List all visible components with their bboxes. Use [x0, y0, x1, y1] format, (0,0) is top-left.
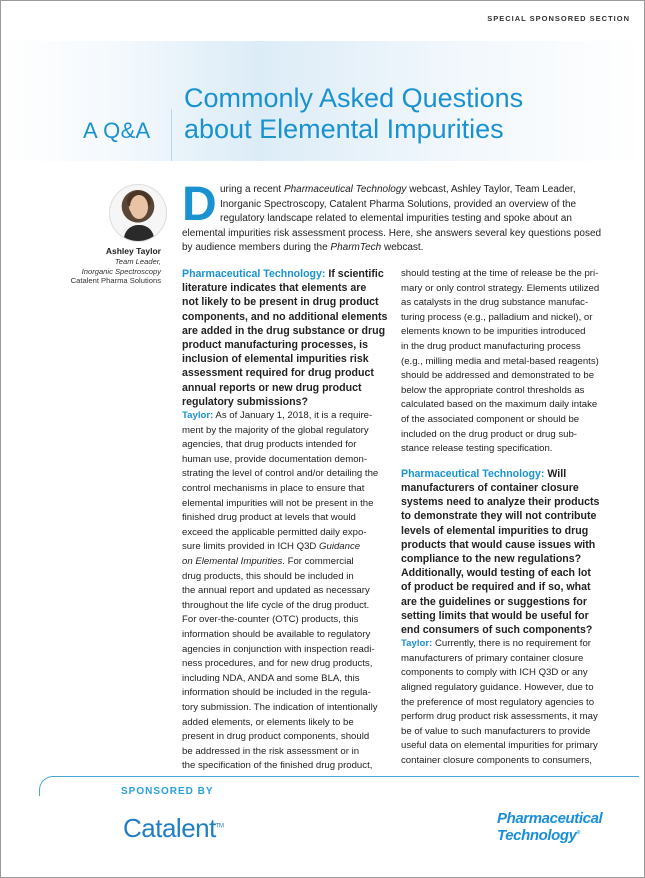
answer-2	[401, 637, 613, 768]
answer-line: be of value to such manufacturers to provide	[401, 725, 591, 737]
question-line: regulatory submissions?	[182, 395, 308, 408]
drop-cap: D	[182, 178, 217, 231]
section-label: SPECIAL SPONSORED SECTION	[487, 14, 630, 23]
page-title	[184, 83, 624, 145]
question-1	[182, 267, 394, 409]
answer-line: elements known to be impurities introduced	[401, 326, 586, 338]
answer-line: in the drug product manufacturing process	[401, 340, 581, 352]
intro-paragraph	[182, 178, 610, 256]
answer-line: tory submission. The indication of intentionally	[182, 701, 378, 713]
question-line: to demonstrate they will not contribute	[401, 510, 597, 523]
pharmtech-logo-line: Pharmaceutical	[497, 810, 603, 827]
profile-company: Catalent Pharma Solutions	[70, 276, 161, 285]
question-line: are added in the drug substance or drug	[182, 324, 386, 337]
answer-line: finished drug product at levels that would	[182, 512, 356, 524]
question-2	[401, 467, 613, 637]
column-right	[401, 267, 613, 769]
intro-line: by audience members during the PharmTech webcast.	[182, 242, 424, 254]
question-line: Additionally, would testing of each lot	[401, 567, 591, 580]
intro-line: Inorganic Spectroscopy, Catalent Pharma Solutions, provided an overview of the	[220, 198, 577, 210]
question-line: Pharmaceutical Technology: Will	[401, 467, 567, 480]
answer-line: of the associated component or should be	[401, 413, 580, 425]
answer-lead: Taylor:	[182, 410, 214, 422]
answer-line: elemental impurities will not be present in the	[182, 497, 374, 509]
pharmtech-logo	[497, 812, 602, 843]
answer-1-continued	[401, 267, 613, 457]
answer-1	[182, 409, 394, 774]
pharmtech-logo-line	[497, 826, 602, 843]
answer-line: turing process (e.g., palladium and nickel), or	[401, 311, 593, 323]
question-line: inclusion of elemental impurities risk	[182, 353, 369, 366]
profile-name: Ashley Taylor	[105, 246, 161, 256]
question-line: compliance to the new regulations?	[401, 552, 582, 565]
question-line: systems need to analyze their products	[401, 496, 600, 509]
answer-line: container closure components to consumers,	[401, 754, 592, 766]
answer-line: Taylor: As of January 1, 2018, it is a require-	[182, 410, 373, 422]
answer-line: added elements, or elements likely to be	[182, 716, 354, 728]
profile-role-line: Team Leader,	[114, 257, 161, 266]
question-line: levels of elemental impurities to drug	[401, 524, 589, 537]
answer-line: ness procedures, and for new drug products,	[182, 658, 373, 670]
question-line: end consumers of such components?	[401, 623, 593, 636]
answer-lead: Taylor:	[401, 638, 433, 650]
answer-line: strating the level of control and/or detailing the	[182, 468, 379, 480]
answer-line: the annual report and updated as necessary	[182, 585, 370, 597]
catalent-logo	[123, 813, 224, 844]
question-line: literature indicates that elements are	[182, 282, 367, 295]
answer-line: should be addressed and demonstrated to be	[401, 370, 595, 382]
pharmtech-reg: ®	[576, 830, 580, 836]
answer-line: the preference of most regulatory agencies to	[401, 696, 595, 708]
answer-line: on Elemental Impurities. For commercial	[182, 555, 354, 567]
question-line: not likely to be present in drug product	[182, 296, 379, 309]
profile-role-line: Inorganic Spectroscopy	[81, 266, 161, 276]
answer-line: included on the drug product or drug sub-	[401, 428, 577, 440]
answer-line: control mechanisms in place to ensure that	[182, 483, 365, 494]
question-line: Pharmaceutical Technology: If scientific	[182, 268, 384, 280]
answer-line: manufacturers of primary container closure	[401, 652, 584, 664]
question-line: products that would cause issues with	[401, 538, 596, 551]
answer-line: Taylor: Currently, there is no requirement for	[401, 638, 591, 650]
answer-line: components to comply with ICH Q3D or any	[401, 667, 588, 679]
question-line: setting limits that would be useful for	[401, 609, 589, 622]
question-line: annual reports or new drug product	[182, 381, 362, 394]
answer-line: human use, provide documentation demon-	[182, 453, 368, 465]
header-divider	[171, 109, 172, 161]
answer-line: throughout the life cycle of the drug product.	[182, 599, 370, 611]
answer-line: should testing at the time of release be the pri-	[401, 268, 599, 279]
answer-line: mary or only control strategy. Elements utilized	[401, 282, 600, 294]
avatar-face	[130, 195, 148, 219]
answer-line: information should be available to regulatory	[182, 628, 371, 640]
answer-line: sure limits provided in ICH Q3D Guidance	[182, 541, 361, 553]
question-2-text	[401, 467, 613, 637]
question-line: components, and no additional elements	[182, 310, 388, 323]
answer-line: including NDA, ANDA and some BLA, this	[182, 672, 360, 684]
question-1-text	[182, 267, 394, 409]
header-qa-label: A Q&A	[83, 118, 151, 143]
avatar-shoulders	[124, 225, 154, 242]
title-line: Commonly Asked Questions	[184, 83, 524, 113]
answer-line: stance release testing specification.	[401, 443, 553, 455]
answer-line: aligned regulatory guidance. However, due to	[401, 681, 594, 693]
question-line: of product be required and if so, what	[401, 581, 591, 594]
catalent-logo-text: Catalent	[123, 813, 216, 843]
answer-line: present in drug product components, should	[182, 731, 370, 743]
answer-line: (e.g., milling media and metal-based reagents)	[401, 355, 599, 367]
answer-line: information should be included in the regula-	[182, 687, 371, 699]
intro-line: regulatory landscape related to elemental impurities testing and spoke about an	[220, 213, 572, 225]
avatar	[109, 184, 167, 242]
question-lead: Pharmaceutical Technology:	[182, 268, 326, 280]
intro-line: uring a recent Pharmaceutical Technology webcast, Ashley Taylor, Team Leader,	[220, 184, 576, 195]
question-line: are the guidelines or suggestions for	[401, 595, 588, 608]
question-line: product manufacturing processes, is	[182, 339, 369, 352]
question-line: manufacturers of container closure	[401, 481, 579, 494]
answer-line: be addressed in the risk assessment or in	[182, 745, 360, 757]
answer-line: perform drug product risk assessments, it may	[401, 711, 598, 723]
answer-line: drug products, this should be included in	[182, 570, 354, 582]
answer-line: agencies, that drug products intended for	[182, 439, 357, 451]
answer-line: ment by the majority of the global regulatory	[182, 424, 369, 436]
question-line: assessment required for drug product	[182, 367, 374, 380]
answer-line: as catalysts in the drug substance manufac-	[401, 297, 589, 309]
answer-line: exceed the applicable permitted daily expo-	[182, 526, 367, 538]
answer-line: below the appropriate control thresholds as	[401, 384, 585, 396]
answer-line: useful data on elemental impurities for primary	[401, 740, 598, 752]
pharmtech-logo-text: Technology	[497, 827, 577, 844]
sponsored-by-label: SPONSORED BY	[121, 786, 214, 797]
title-line: about Elemental Impurities	[184, 114, 504, 144]
profile-role	[41, 257, 161, 276]
answer-line: calculated based on the maximum daily intake	[401, 399, 598, 411]
answer-line: For over-the-counter (OTC) products, this	[182, 614, 359, 626]
column-left	[182, 267, 394, 774]
catalent-tm: TM	[215, 823, 224, 830]
question-lead: Pharmaceutical Technology:	[401, 467, 545, 480]
answer-line: agencies in conjunction with inspection readi-	[182, 643, 375, 655]
answer-line: the specification of the finished drug product,	[182, 760, 373, 772]
intro-line: elemental impurities risk assessment process. Here, she answers several key questions posed	[182, 227, 602, 239]
